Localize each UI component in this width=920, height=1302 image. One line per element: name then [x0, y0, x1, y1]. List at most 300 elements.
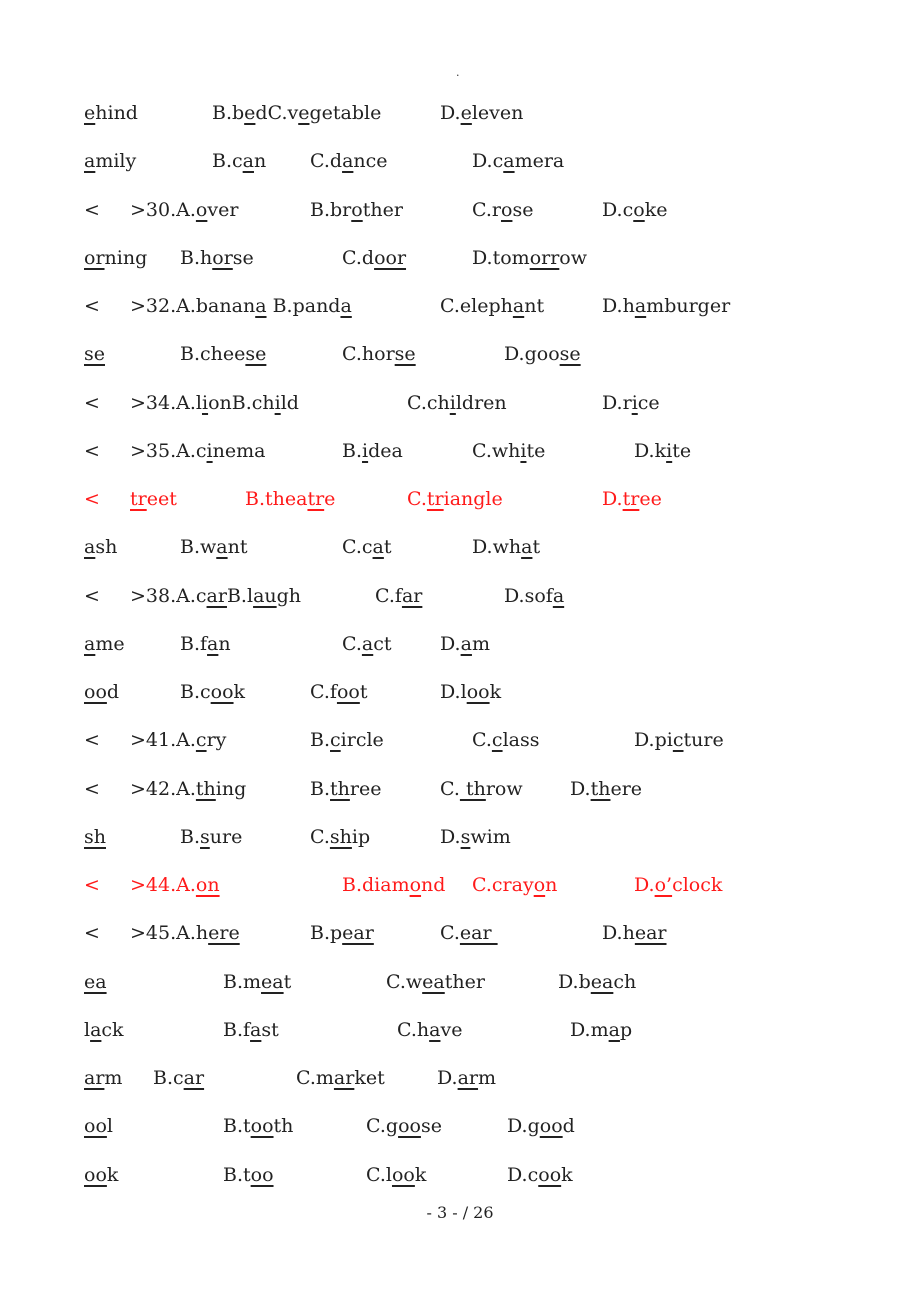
option-text: C.m [296, 1067, 334, 1089]
answer-option [397, 1015, 462, 1045]
answer-option [472, 146, 564, 176]
answer-option [472, 243, 587, 273]
underlined-letters: i [520, 439, 527, 462]
answer-option [366, 1111, 442, 1141]
option-text: C.h [397, 1018, 430, 1041]
option-text: C. [440, 777, 460, 800]
option-text: ry [206, 729, 227, 752]
option-text: C.f [310, 681, 337, 703]
option-text: >38.A.c [130, 584, 207, 607]
option-text: < [84, 584, 100, 607]
option-text: ch [613, 970, 637, 993]
answer-option [310, 822, 370, 852]
option-text: < [84, 874, 100, 896]
option-text: B. [310, 729, 331, 752]
option-text: < [84, 729, 100, 752]
answer-option [84, 677, 119, 707]
underlined-letters: ea [422, 970, 445, 993]
option-text: te [672, 439, 692, 462]
answer-option [602, 918, 667, 948]
underlined-letters: oo [398, 1115, 421, 1138]
option-text: nt [524, 295, 545, 317]
underlined-letters: a [242, 150, 254, 173]
option-text: k [233, 681, 246, 703]
exercise-line [0, 291, 920, 321]
answer-option [84, 532, 117, 562]
option-text: D. [440, 825, 461, 848]
option-text: e [324, 488, 336, 510]
underlined-letters: i [666, 439, 673, 462]
answer-option [130, 918, 240, 948]
option-text: C.d [310, 150, 343, 173]
option-text: B.h [180, 246, 213, 269]
underlined-letters: a [552, 584, 565, 607]
underlined-letters: ear [459, 922, 498, 945]
exercise-line [0, 1015, 920, 1045]
underlined-letters: oo [391, 1163, 415, 1186]
option-text: D.goo [504, 343, 560, 366]
answer-option [180, 677, 245, 707]
underlined-letters: ar [457, 1067, 479, 1089]
option-text: D. [570, 777, 591, 800]
option-text: sh [95, 536, 118, 559]
underlined-letters: e [460, 102, 472, 124]
exercise-line [0, 822, 920, 852]
option-text: C. [472, 729, 492, 752]
underlined-letters: s [460, 825, 471, 848]
option-text: B. [180, 825, 201, 848]
bracket-mark [84, 484, 100, 514]
option-text: C.ch [407, 391, 450, 414]
underlined-letters: oor [374, 246, 407, 269]
answer-option [223, 967, 291, 997]
option-text: B.f [180, 632, 208, 655]
option-text: se [512, 198, 534, 221]
option-text: n [218, 632, 231, 655]
option-text: th [273, 1115, 294, 1138]
option-text: me [95, 632, 125, 655]
underlined-letters: a [216, 536, 228, 559]
answer-option [602, 388, 660, 418]
option-text: k [489, 681, 502, 703]
underlined-letters: ea [261, 970, 284, 993]
option-text: d [106, 681, 120, 703]
exercise-line [0, 677, 920, 707]
option-text: lass [502, 729, 540, 752]
underlined-letters: or [84, 246, 105, 269]
option-text: D. [602, 488, 623, 510]
option-text: >42.A. [130, 777, 196, 800]
option-text: C.c [342, 536, 373, 559]
answer-option [310, 677, 367, 707]
exercise-line [0, 1111, 920, 1141]
underlined-letters: o [633, 198, 645, 221]
answer-option [310, 918, 374, 948]
option-text: p [619, 1018, 633, 1041]
option-text: ip [351, 825, 371, 848]
underlined-letters: a [90, 1018, 102, 1041]
option-text: ure [209, 825, 243, 848]
option-text: st [261, 1018, 279, 1041]
answer-option [245, 484, 335, 514]
option-text: B.pand [266, 295, 341, 317]
answer-option [440, 774, 523, 804]
option-text: ve [440, 1018, 463, 1041]
underlined-letters: au [253, 584, 277, 607]
answer-option [472, 532, 540, 562]
underlined-letters: i [274, 391, 281, 414]
option-text: B.t [223, 1115, 251, 1138]
underlined-letters: o [500, 198, 513, 221]
underlined-letters: c [330, 729, 341, 752]
answer-option [342, 870, 445, 900]
option-text: B.p [310, 922, 343, 945]
underlined-letters: or [212, 246, 233, 269]
underlined-letters: a [460, 632, 472, 655]
option-text: D.sof [504, 584, 553, 607]
answer-option [130, 291, 352, 321]
option-text: B.w [180, 536, 217, 559]
option-text: B.c [180, 681, 211, 703]
option-text: l [106, 1115, 113, 1138]
exercise-line [0, 870, 920, 900]
underlined-letters: i [201, 391, 209, 414]
option-text: ere [610, 777, 643, 800]
answer-option [180, 532, 247, 562]
underlined-letters: ar [84, 1067, 105, 1089]
answer-option [130, 725, 226, 755]
option-text: mera [514, 150, 565, 173]
exercise-line [0, 98, 920, 128]
answer-option [212, 146, 266, 176]
page-number: - 3 - / 26 [426, 1203, 494, 1222]
answer-option [504, 339, 581, 369]
underlined-letters: oo [466, 681, 490, 703]
option-text: ning [104, 246, 148, 269]
option-text: getable [309, 102, 382, 124]
answer-option [310, 195, 403, 225]
answer-option [84, 1111, 113, 1141]
underlined-letters: oo [250, 1115, 274, 1138]
answer-option [180, 629, 231, 659]
answer-option [84, 1063, 122, 1093]
answer-option [440, 918, 498, 948]
option-text: se [420, 1115, 442, 1138]
option-text: ow [559, 246, 587, 269]
answer-option [180, 243, 254, 273]
underlined-letters: oo [250, 1163, 274, 1186]
option-text: dC.v [255, 102, 299, 124]
answer-option [440, 291, 544, 321]
option-text: < [84, 777, 100, 800]
option-text: D.pi [634, 729, 673, 752]
underlined-letters: se [559, 343, 581, 366]
bracket-mark [84, 870, 100, 900]
option-text: >35.A.c [130, 439, 207, 462]
option-text: wim [470, 825, 511, 848]
underlined-letters: tr [130, 488, 147, 510]
underlined-letters: oo [84, 1163, 107, 1186]
underlined-letters: ar [333, 1067, 355, 1089]
underlined-letters: ar [401, 584, 423, 607]
option-text: >34.A.l [130, 391, 202, 414]
underlined-letters: o [409, 874, 422, 896]
exercise-line [0, 388, 920, 418]
option-text: k [561, 1163, 573, 1186]
option-text: nt [227, 536, 248, 559]
option-text: ket [354, 1067, 385, 1089]
answer-option [180, 339, 266, 369]
underlined-letters: e [84, 102, 96, 124]
option-text: B.b [212, 102, 245, 124]
option-text: ck [101, 1018, 124, 1041]
option-text: C.g [366, 1115, 399, 1138]
option-text: ther [444, 970, 485, 993]
underlined-letters: oo [210, 681, 234, 703]
option-text: D. [437, 1067, 458, 1089]
option-text: ver [207, 198, 239, 221]
answer-option [386, 967, 485, 997]
answer-option [440, 98, 523, 128]
option-text: leven [471, 102, 524, 124]
option-text: D.b [558, 970, 591, 993]
underlined-letters: i [206, 439, 213, 462]
exercise-line [0, 484, 920, 514]
option-text: ther [362, 198, 403, 221]
option-text: m [471, 632, 490, 655]
answer-option [310, 725, 384, 755]
answer-option [180, 822, 242, 852]
underlined-letters: oo [539, 1115, 563, 1138]
answer-option [84, 146, 136, 176]
answer-option [437, 1063, 496, 1093]
underlined-letters: th [330, 777, 350, 800]
underlined-letters: th [590, 777, 611, 800]
option-text: C. [407, 488, 427, 510]
option-text: D.wh [472, 536, 522, 559]
option-text: C. [310, 825, 330, 848]
option-text: eet [146, 488, 177, 510]
underlined-letters: ar [206, 584, 227, 607]
option-text: >41.A. [130, 729, 196, 752]
option-text: B.m [223, 970, 262, 993]
underlined-letters: c [491, 729, 503, 752]
option-text: C.l [366, 1163, 392, 1186]
option-text: ture [683, 729, 724, 752]
option-text: B.t [223, 1163, 251, 1186]
exercise-line [0, 243, 920, 273]
answer-option [407, 388, 507, 418]
underlined-letters: o [195, 198, 208, 221]
answer-option [440, 629, 490, 659]
answer-option [558, 967, 636, 997]
option-text: nema [212, 439, 266, 462]
answer-option [634, 725, 724, 755]
underlined-letters: se [84, 343, 105, 366]
option-text: C. [440, 922, 460, 945]
option-text: D.h [602, 295, 635, 317]
option-text: B.l [226, 584, 254, 607]
underlined-letters: a [340, 295, 352, 317]
option-text: C.wh [472, 439, 521, 462]
underlined-letters: i [449, 391, 456, 414]
option-text: C.r [472, 198, 501, 221]
option-text: ee [639, 488, 662, 510]
option-text: d [562, 1115, 575, 1138]
option-text: ldren [455, 391, 507, 414]
bracket-mark [84, 725, 100, 755]
option-text: >30.A. [130, 198, 196, 221]
option-text: clock [672, 874, 723, 896]
answer-option [223, 1015, 279, 1045]
answer-option [570, 774, 642, 804]
underlined-letters: a [255, 295, 267, 317]
option-text: D.r [602, 391, 632, 414]
answer-option [472, 725, 539, 755]
option-text: D.tom [472, 246, 530, 269]
bracket-mark [84, 195, 100, 225]
option-text: k [106, 1163, 119, 1186]
underlined-letters: o [533, 874, 546, 896]
option-text: nd [421, 874, 446, 896]
exercise-line [0, 918, 920, 948]
option-text: ce [637, 391, 660, 414]
option-text: D. [634, 874, 655, 896]
underlined-letters: oo [84, 681, 107, 703]
answer-option [84, 98, 138, 128]
option-text: mily [95, 150, 137, 173]
answer-option [366, 1160, 426, 1190]
option-text: B.br [310, 198, 352, 221]
answer-option [472, 195, 533, 225]
answer-option [130, 195, 238, 225]
exercise-line [0, 774, 920, 804]
answer-option [223, 1111, 293, 1141]
answer-option [342, 629, 392, 659]
option-text: D.h [602, 922, 635, 945]
underlined-letters: oo [336, 681, 360, 703]
underlined-letters: oo [538, 1163, 562, 1186]
option-text: onB.ch [208, 391, 275, 414]
option-text: nce [353, 150, 388, 173]
answer-option [342, 532, 392, 562]
underlined-letters: a [84, 536, 96, 559]
answer-option [84, 967, 107, 997]
answer-option [472, 436, 545, 466]
option-text: B.thea [245, 488, 308, 510]
underlined-letters: th [459, 777, 486, 800]
answer-option [130, 436, 265, 466]
option-text: < [84, 391, 100, 414]
exercise-line [0, 195, 920, 225]
option-text: ircle [340, 729, 384, 752]
option-text: B.f [223, 1018, 251, 1041]
option-text: n [253, 150, 267, 173]
answer-option [212, 98, 381, 128]
option-text: ing [215, 777, 247, 800]
underlined-letters: tr [307, 488, 325, 510]
exercise-line [0, 436, 920, 466]
answer-option [634, 870, 722, 900]
option-text: >32.A.banan [130, 295, 256, 317]
exercise-line [0, 581, 920, 611]
option-text: dea [368, 439, 403, 462]
answer-option [84, 629, 125, 659]
option-text: B.c [212, 150, 243, 173]
answer-option [602, 195, 667, 225]
underlined-letters: th [195, 777, 216, 800]
underlined-letters: e [244, 102, 256, 124]
option-text: D.c [507, 1163, 539, 1186]
underlined-letters: ere [208, 922, 240, 945]
answer-option [440, 677, 501, 707]
option-text: ke [644, 198, 668, 221]
option-text: t [383, 536, 392, 559]
option-text: B.diam [342, 874, 410, 896]
option-text: D. [440, 632, 461, 655]
underlined-letters: i [631, 391, 638, 414]
underlined-letters: sh [329, 825, 352, 848]
option-text: B.chee [180, 343, 246, 366]
underlined-letters: ear [342, 922, 374, 945]
underlined-letters: tr [426, 488, 444, 510]
option-text: < [84, 922, 100, 945]
option-text: >45.A.h [130, 922, 209, 945]
option-text: < [84, 295, 100, 317]
exercise-line [0, 532, 920, 562]
option-text: C.d [342, 246, 375, 269]
answer-option [296, 1063, 385, 1093]
option-text: B.c [153, 1067, 184, 1089]
underlined-letters: a [342, 150, 354, 173]
bracket-mark [84, 388, 100, 418]
underlined-letters: orr [529, 246, 560, 269]
underlined-letters: sh [84, 825, 106, 848]
option-text: B. [342, 439, 363, 462]
option-text: C.eleph [440, 295, 513, 317]
option-text: l [84, 1018, 91, 1041]
exercise-line [0, 967, 920, 997]
answer-option [342, 339, 416, 369]
underlined-letters: a [503, 150, 515, 173]
answer-option [130, 388, 299, 418]
underlined-letters: o [351, 198, 363, 221]
bracket-mark [84, 291, 100, 321]
option-text: D.c [472, 150, 504, 173]
option-text: D.k [634, 439, 667, 462]
answer-option [407, 484, 503, 514]
answer-option [84, 243, 147, 273]
bracket-mark [84, 774, 100, 804]
option-text: C.w [386, 970, 423, 993]
answer-option [223, 1160, 274, 1190]
underlined-letters: c [195, 729, 207, 752]
option-text: < [84, 198, 100, 221]
underlined-letters: s [200, 825, 210, 848]
answer-option [504, 581, 564, 611]
underlined-letters: a [512, 295, 525, 317]
answer-option [130, 581, 301, 611]
answer-option [602, 291, 730, 321]
underlined-letters: a [608, 1018, 620, 1041]
underlined-letters: a [372, 536, 384, 559]
answer-option [153, 1063, 204, 1093]
underlined-letters: tr [622, 488, 640, 510]
option-text: t [283, 970, 292, 993]
option-text: row [485, 777, 523, 800]
bracket-mark [84, 918, 100, 948]
answer-option [84, 339, 105, 369]
